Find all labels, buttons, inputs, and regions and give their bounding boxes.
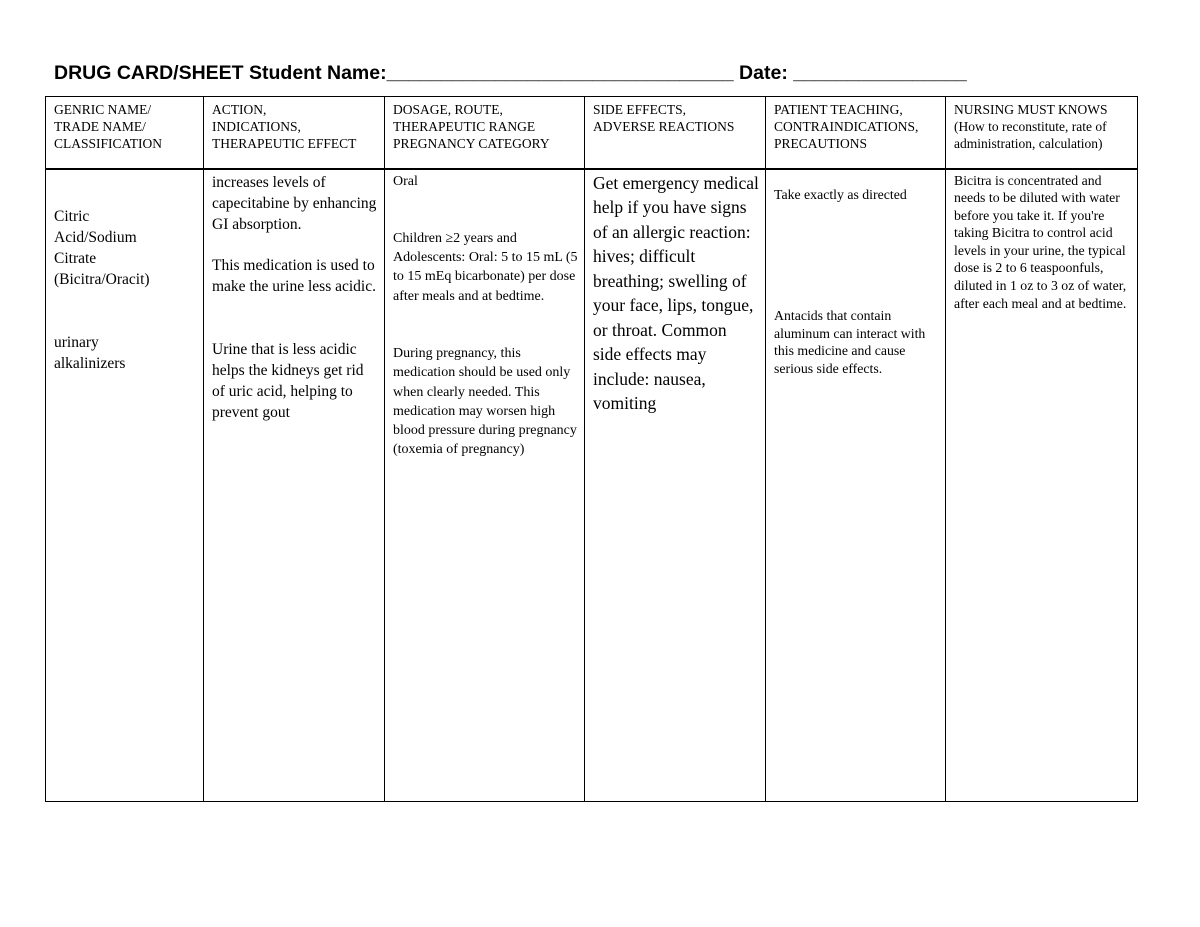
generic-name-line: Citric: [54, 207, 90, 225]
therapeutic-effect-text: Urine that is less acidic helps the kidneys get rid of uric acid, helping to prevent gout: [212, 340, 364, 421]
pregnancy-text: During pregnancy, this medication should be used only when clearly needed. This medication may worsen high blood pressure during pregnancy (toxemia of pregnancy): [393, 345, 577, 458]
header-line: ADVERSE REACTIONS: [593, 119, 735, 134]
header-row: [46, 97, 1138, 169]
indication-text: This medication is used to make the urine less acidic.: [212, 256, 376, 295]
header-line: INDICATIONS,: [212, 119, 301, 134]
header-line: PREGNANCY CATEGORY: [393, 136, 550, 151]
nursing-text: Bicitra is concentrated and needs to be diluted with water before you take it. If you're taking Bicitra to control acid levels in your urine, the typical dose is 2 to 6 teaspoonfuls, diluted in 1 oz to 3 oz of water, after each meal and at bedtime.: [954, 172, 1127, 311]
side-effects-text: Get emergency medical help if you have signs of an allergic reaction: hives; difficult breathing; swelling of your face, lips, tongue, or throat. Common side effects may include: nausea, vomiting: [593, 172, 759, 413]
dosage-cell: [385, 169, 585, 802]
generic-name-line: Citrate: [54, 249, 97, 267]
header-dosage: [385, 97, 585, 169]
header-line: TRADE NAME/: [54, 119, 146, 134]
header-line: CONTRAINDICATIONS,: [774, 119, 919, 134]
action-text: increases levels of capecitabine by enhancing GI absorption.: [212, 173, 377, 233]
patient-teaching-cell: [766, 169, 946, 802]
header-line: ACTION,: [212, 102, 267, 117]
page-title: DRUG CARD/SHEET Student Name:________________________________ Date: ________________: [54, 62, 967, 84]
nursing-cell: [946, 169, 1138, 802]
classification-line: alkalinizers: [54, 354, 126, 372]
header-line: DOSAGE, ROUTE,: [393, 102, 503, 117]
header-line: CLASSIFICATION: [54, 136, 163, 151]
generic-name-cell: [46, 169, 204, 802]
header-line: GENRIC NAME/: [54, 102, 152, 117]
header-line: PRECAUTIONS: [774, 136, 868, 151]
header-line: NURSING MUST KNOWS: [954, 102, 1108, 117]
classification-line: urinary: [54, 333, 99, 351]
entry-row: [46, 169, 1138, 802]
header-action: [204, 97, 385, 169]
header-side-effects: [585, 97, 766, 169]
interaction-text: Antacids that contain aluminum can interact with this medicine and cause serious side effects.: [774, 308, 926, 376]
header-generic-name: [46, 97, 204, 169]
generic-name-line: Acid/Sodium: [54, 228, 137, 246]
drug-card-table: [45, 96, 1138, 802]
header-patient-teaching: [766, 97, 946, 169]
trade-name: (Bicitra/Oracit): [54, 270, 150, 288]
directions-text: Take exactly as directed: [774, 186, 907, 202]
header-line: PATIENT TEACHING,: [774, 102, 903, 117]
header-line: THERAPEUTIC EFFECT: [212, 136, 357, 151]
header-line: (How to reconstitute, rate of: [954, 119, 1107, 134]
header-line: administration, calculation): [954, 136, 1103, 151]
header-nursing-must-knows: [946, 97, 1138, 169]
action-cell: [204, 169, 385, 802]
header-line: SIDE EFFECTS,: [593, 102, 687, 117]
header-line: THERAPEUTIC RANGE: [393, 119, 536, 134]
dose-text: Children ≥2 years and Adolescents: Oral: 5 to 15 mL (5 to 15 mEq bicarbonate) per dose after meals and at bedtime.: [393, 230, 578, 304]
route-text: Oral: [393, 173, 418, 189]
side-effects-cell: [585, 169, 766, 802]
